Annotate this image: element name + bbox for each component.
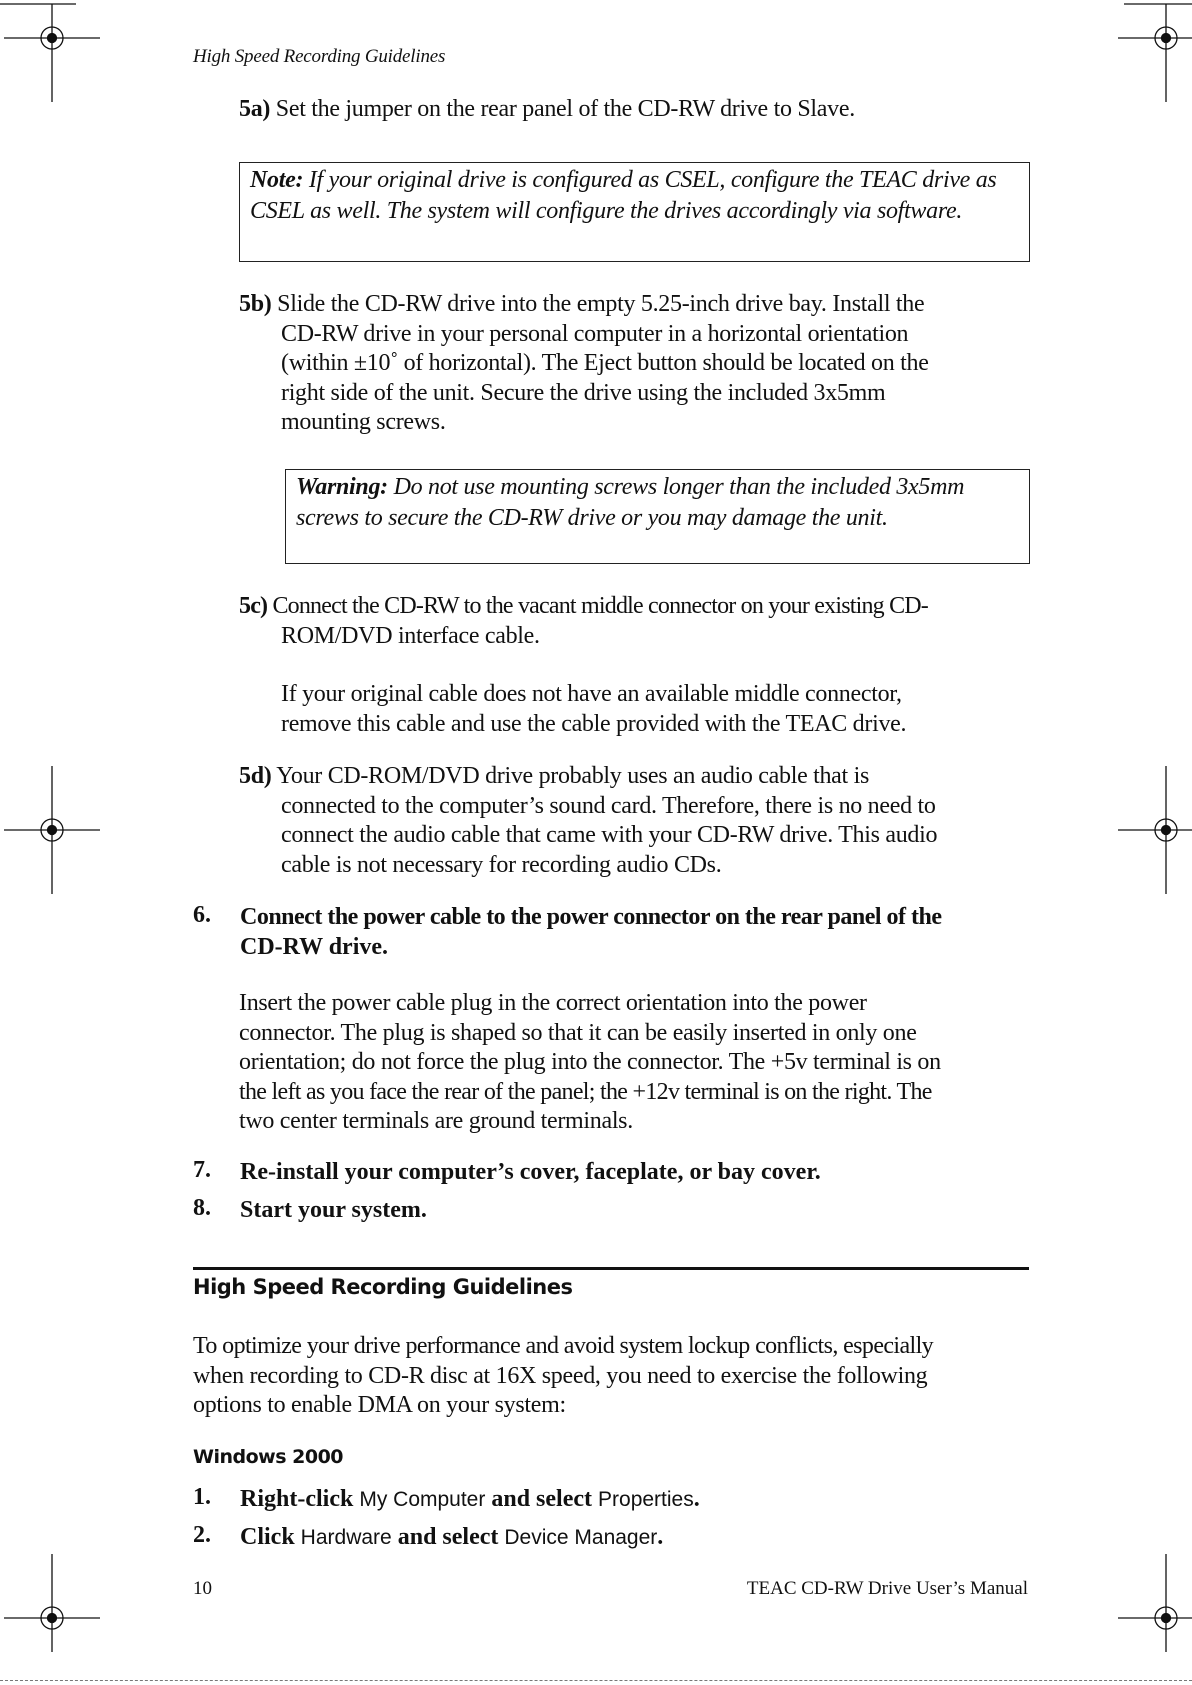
step-text: Set the jumper on the rear panel of the CD-RW drive to Slave. (275, 96, 855, 122)
step-end: . (693, 1486, 700, 1512)
body-line: the left as you face the rear of the panel; the +12v terminal is on the right. The (239, 1078, 932, 1105)
note-text: If your original drive is configured as CSEL, configure the TEAC drive as CSEL as well. The system will configure the drives accordingly via software. (250, 167, 997, 224)
step-verb: Right-click (240, 1486, 354, 1512)
registration-mark-icon (1118, 4, 1192, 102)
step-label: 5c) (239, 593, 268, 619)
step-number: 8. (193, 1195, 211, 1221)
note-box (239, 162, 1030, 262)
intro-line: To optimize your drive performance and avoid system lockup conflicts, especially (193, 1333, 934, 1359)
ui-term: My Computer (359, 1488, 486, 1511)
step-title: Re-install your computer’s cover, faceplate, or bay cover. (240, 1159, 821, 1185)
section-title: High Speed Recording Guidelines (193, 1275, 573, 1299)
registration-mark-icon (1118, 1554, 1192, 1652)
warning-label: Warning: (296, 474, 388, 500)
step-line: ROM/DVD interface cable. (281, 622, 540, 649)
step-connector: and select (491, 1486, 593, 1512)
ui-term: Device Manager (504, 1526, 658, 1549)
registration-mark-icon (4, 766, 100, 894)
body-line: Insert the power cable plug in the correct orientation into the power (239, 990, 867, 1016)
step-number: 1. (193, 1484, 211, 1510)
note-label: Note: (250, 167, 304, 193)
step-number: 7. (193, 1157, 211, 1183)
running-header: High Speed Recording Guidelines (193, 46, 446, 67)
intro-line: options to enable DMA on your system: (193, 1392, 566, 1418)
step-5b (239, 290, 1039, 438)
step-title: Start your system. (240, 1197, 427, 1223)
step-5a (239, 95, 1039, 125)
step-line: mounting screws. (281, 409, 446, 435)
step-line: connect the audio cable that came with your CD-RW drive. This audio (281, 822, 938, 848)
registration-mark-icon (1118, 766, 1192, 894)
page-number: 10 (193, 1578, 212, 1599)
step-5d (239, 762, 1039, 880)
step-end: . (657, 1524, 664, 1550)
step-label: 5b) (239, 291, 272, 317)
step-line: If your original cable does not have an available middle connector, (281, 681, 902, 707)
step-line: cable is not necessary for recording audio CDs. (281, 851, 722, 878)
step-number: 6. (193, 902, 211, 928)
step-title-line: Connect the power cable to the power connector on the rear panel of the (240, 904, 942, 930)
section-divider (193, 1267, 1029, 1270)
subsection-title: Windows 2000 (193, 1446, 344, 1468)
step-connector: and select (397, 1524, 499, 1550)
step-line: Your CD-ROM/DVD drive probably uses an audio cable that is (276, 763, 870, 789)
ui-term: Properties (598, 1488, 694, 1511)
trim-line (0, 1680, 1192, 1681)
step-line: connected to the computer’s sound card. Therefore, there is no need to (281, 792, 936, 819)
step-line: Slide the CD-RW drive into the empty 5.25-inch drive bay. Install the (277, 291, 925, 317)
step-line: right side of the unit. Secure the drive using the included 3x5mm (281, 379, 886, 406)
body-line: orientation; do not force the plug into the connector. The +5v terminal is on (239, 1049, 941, 1075)
step-5c (239, 592, 1039, 739)
body-line: two center terminals are ground terminals. (239, 1108, 633, 1134)
warning-text: Do not use mounting screws longer than the included 3x5mm screws to secure the CD-RW drive or you may damage the unit. (296, 474, 965, 531)
step-line: CD-RW drive in your personal computer in a horizontal orientation (281, 320, 909, 347)
step-verb: Click (240, 1524, 295, 1550)
step-line: remove this cable and use the cable provided with the TEAC drive. (281, 710, 907, 737)
manual-title: TEAC CD-RW Drive User’s Manual (746, 1578, 1028, 1599)
step-number: 2. (193, 1522, 211, 1548)
registration-mark-icon (4, 4, 100, 102)
step-title-line: CD-RW drive. (240, 934, 389, 960)
step-label: 5a) (239, 96, 271, 122)
registration-mark-icon (4, 1554, 100, 1652)
step-label: 5d) (239, 763, 272, 789)
ui-term: Hardware (300, 1526, 392, 1549)
step-6-body (239, 989, 1039, 1137)
section-intro (193, 1332, 1038, 1421)
warning-box (285, 469, 1030, 564)
body-line: connector. The plug is shaped so that it can be easily inserted in only one (239, 1019, 917, 1046)
step-line: (within ±10˚ of horizontal). The Eject button should be located on the (281, 350, 929, 376)
step-line: Connect the CD-RW to the vacant middle connector on your existing CD- (272, 593, 928, 619)
intro-line: when recording to CD-R disc at 16X speed, you need to exercise the following (193, 1362, 928, 1389)
